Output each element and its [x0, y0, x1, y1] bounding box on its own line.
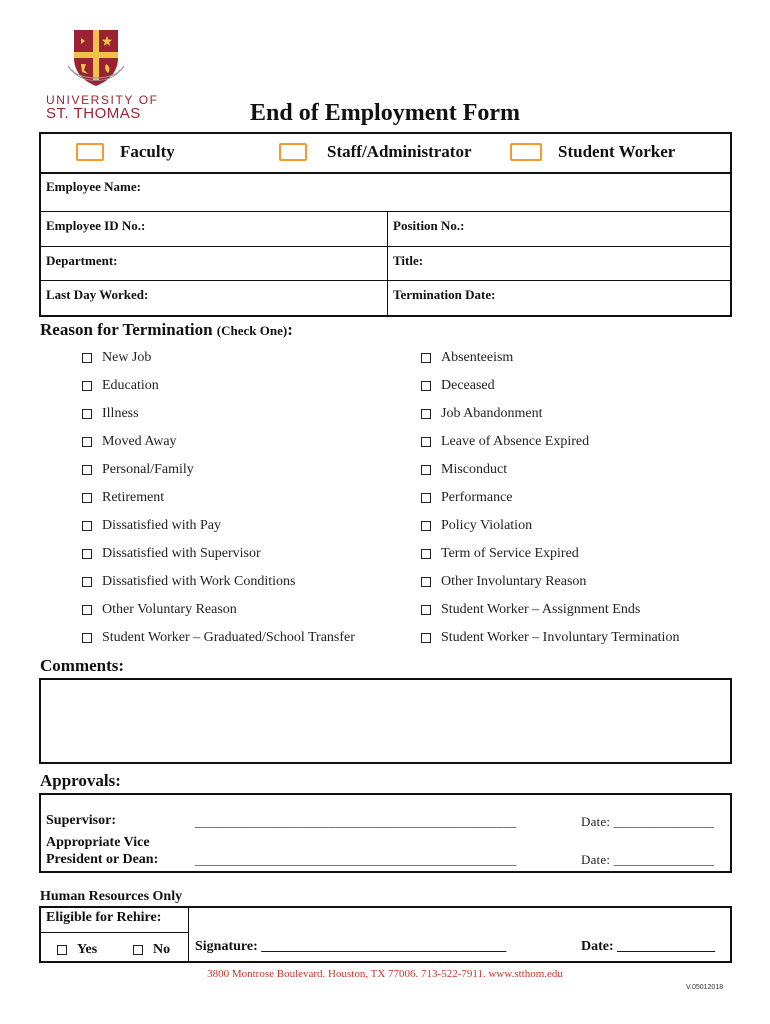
- reason-checkbox[interactable]: [421, 577, 431, 587]
- reason-option[interactable]: [421, 350, 513, 366]
- reason-label: Student Worker – Graduated/School Transfer: [102, 630, 355, 645]
- employee-name-field[interactable]: Employee Name:: [46, 179, 141, 194]
- vp-label-line1: Appropriate Vice: [46, 835, 150, 850]
- reason-option[interactable]: [82, 574, 295, 590]
- reason-option[interactable]: [82, 602, 237, 618]
- type-option-faculty[interactable]: [76, 142, 175, 162]
- reason-label: Student Worker – Involuntary Termination: [441, 630, 680, 645]
- reason-label: Dissatisfied with Pay: [102, 518, 221, 533]
- rehire-yes-option[interactable]: [57, 942, 97, 958]
- rehire-no-label: No: [153, 942, 171, 957]
- reason-option[interactable]: [421, 462, 507, 478]
- reason-heading-text: Reason for Termination: [40, 320, 213, 339]
- approvals-heading: Approvals:: [40, 771, 121, 790]
- reason-checkbox[interactable]: [82, 633, 92, 643]
- student-worker-label: Student Worker: [558, 142, 676, 161]
- reason-option[interactable]: [82, 350, 151, 366]
- comments-heading: Comments:: [40, 656, 125, 675]
- reason-option[interactable]: [82, 546, 261, 562]
- reason-label: Dissatisfied with Supervisor: [102, 546, 261, 561]
- employee-type-row: [39, 132, 732, 174]
- info-row: [41, 211, 730, 246]
- reason-heading-colon: :: [287, 320, 293, 339]
- reason-option[interactable]: [82, 434, 177, 450]
- type-option-staff[interactable]: [279, 142, 471, 162]
- logo-text-university-of: UNIVERSITY OF: [46, 93, 159, 107]
- vp-signature-line[interactable]: ________________________________________________: [195, 852, 517, 867]
- reason-option[interactable]: [421, 518, 532, 534]
- reason-checkbox[interactable]: [421, 605, 431, 615]
- reason-checkbox[interactable]: [82, 465, 92, 475]
- reason-option[interactable]: [82, 462, 194, 478]
- reason-option[interactable]: [421, 490, 513, 506]
- last-day-worked-field[interactable]: Last Day Worked:: [41, 281, 388, 315]
- reason-label: Misconduct: [441, 462, 508, 477]
- reason-option[interactable]: [82, 490, 164, 506]
- reason-label: Performance: [441, 490, 513, 505]
- supervisor-date-line[interactable]: Date: _______________: [581, 814, 715, 829]
- reason-label: Personal/Family: [102, 462, 194, 477]
- supervisor-signature-line[interactable]: ________________________________________________: [195, 814, 517, 829]
- faculty-label: Faculty: [120, 142, 175, 161]
- title-field[interactable]: Title:: [393, 253, 424, 268]
- staff-checkbox[interactable]: [279, 143, 307, 161]
- reason-checkbox[interactable]: [421, 437, 431, 447]
- rehire-no-option[interactable]: [133, 942, 170, 958]
- supervisor-label: Supervisor:: [46, 813, 116, 828]
- hr-date-line[interactable]: Date: ______________: [581, 939, 716, 954]
- hr-only-heading: Human Resources Only: [40, 889, 183, 904]
- reason-label: Student Worker – Assignment Ends: [441, 602, 641, 617]
- employee-id-field[interactable]: Employee ID No.:: [41, 212, 388, 246]
- department-field[interactable]: Department:: [41, 247, 388, 280]
- info-row: [41, 280, 730, 315]
- reason-label: Deceased: [441, 378, 495, 393]
- reason-checkbox[interactable]: [82, 577, 92, 587]
- staff-label: Staff/Administrator: [327, 142, 472, 161]
- termination-date-field[interactable]: Termination Date:: [393, 287, 496, 302]
- reason-label: Term of Service Expired: [441, 546, 579, 561]
- reason-option[interactable]: [421, 602, 640, 618]
- rehire-yes-checkbox[interactable]: [57, 945, 67, 955]
- reason-checkbox[interactable]: [421, 493, 431, 503]
- reason-checkbox[interactable]: [421, 409, 431, 419]
- reason-label: Absenteeism: [441, 350, 514, 365]
- employee-name-row: [41, 173, 730, 211]
- reason-option[interactable]: [421, 574, 586, 590]
- reason-heading-note: (Check One): [216, 323, 288, 338]
- position-no-field[interactable]: Position No.:: [393, 218, 465, 233]
- reason-label: Leave of Absence Expired: [441, 434, 590, 449]
- hr-signature-line[interactable]: Signature: ___________________________________: [195, 939, 507, 954]
- reason-label: Other Voluntary Reason: [102, 602, 237, 617]
- vp-date-line[interactable]: Date: _______________: [581, 852, 715, 867]
- reason-option[interactable]: [421, 630, 679, 646]
- employee-info-table: [39, 173, 732, 317]
- reason-label: Other Involuntary Reason: [441, 574, 587, 589]
- reason-option[interactable]: [421, 406, 543, 422]
- reason-checkbox[interactable]: [421, 465, 431, 475]
- info-row: [41, 246, 730, 280]
- student-worker-checkbox[interactable]: [510, 143, 542, 161]
- footer-address: 3800 Montrose Boulevard. Houston, TX 77006. 713-522-7911. www.stthom.edu: [207, 968, 563, 980]
- reason-label: Policy Violation: [441, 518, 533, 533]
- reason-checkbox[interactable]: [82, 353, 92, 363]
- reason-checkbox[interactable]: [421, 353, 431, 363]
- reason-checkbox[interactable]: [421, 549, 431, 559]
- reason-label: New Job: [102, 350, 152, 365]
- reason-option[interactable]: [82, 406, 139, 422]
- reason-option[interactable]: [82, 630, 355, 646]
- logo-text-st-thomas: ST. THOMAS: [46, 105, 141, 122]
- hr-table: [39, 906, 732, 963]
- eligible-rehire-label: Eligible for Rehire:: [46, 910, 162, 925]
- reason-option[interactable]: [421, 434, 589, 450]
- reason-option[interactable]: [82, 378, 159, 394]
- vp-label-line2: President or Dean:: [46, 852, 159, 867]
- form-title: End of Employment Form: [250, 100, 520, 126]
- reason-label: Moved Away: [102, 434, 177, 449]
- reason-label: Retirement: [102, 490, 165, 505]
- reason-checkbox[interactable]: [82, 549, 92, 559]
- form-version: V.05012018: [686, 984, 724, 991]
- reason-checkbox[interactable]: [82, 493, 92, 503]
- reason-checkbox[interactable]: [82, 437, 92, 447]
- type-option-student-worker[interactable]: [510, 142, 675, 162]
- reason-option[interactable]: [421, 378, 495, 394]
- reason-checkbox[interactable]: [82, 605, 92, 615]
- faculty-checkbox[interactable]: [76, 143, 104, 161]
- comments-textarea[interactable]: [39, 678, 732, 764]
- reason-label: Dissatisfied with Work Conditions: [102, 574, 296, 589]
- rehire-yes-label: Yes: [77, 942, 98, 957]
- rehire-no-checkbox[interactable]: [133, 945, 143, 955]
- logo-scroll-ribbon: [66, 60, 126, 90]
- reason-checkbox[interactable]: [421, 381, 431, 391]
- reason-label: Job Abandonment: [441, 406, 543, 421]
- reason-heading: [40, 320, 293, 340]
- approvals-table: [39, 793, 732, 873]
- reason-option[interactable]: [421, 546, 579, 562]
- reason-option[interactable]: [82, 518, 221, 534]
- reason-checkbox[interactable]: [82, 409, 92, 419]
- reason-checkbox[interactable]: [421, 521, 431, 531]
- reason-checkbox[interactable]: [421, 633, 431, 643]
- reason-checkbox[interactable]: [82, 381, 92, 391]
- reason-checkbox[interactable]: [82, 521, 92, 531]
- reason-label: Education: [102, 378, 159, 393]
- reason-label: Illness: [102, 406, 139, 421]
